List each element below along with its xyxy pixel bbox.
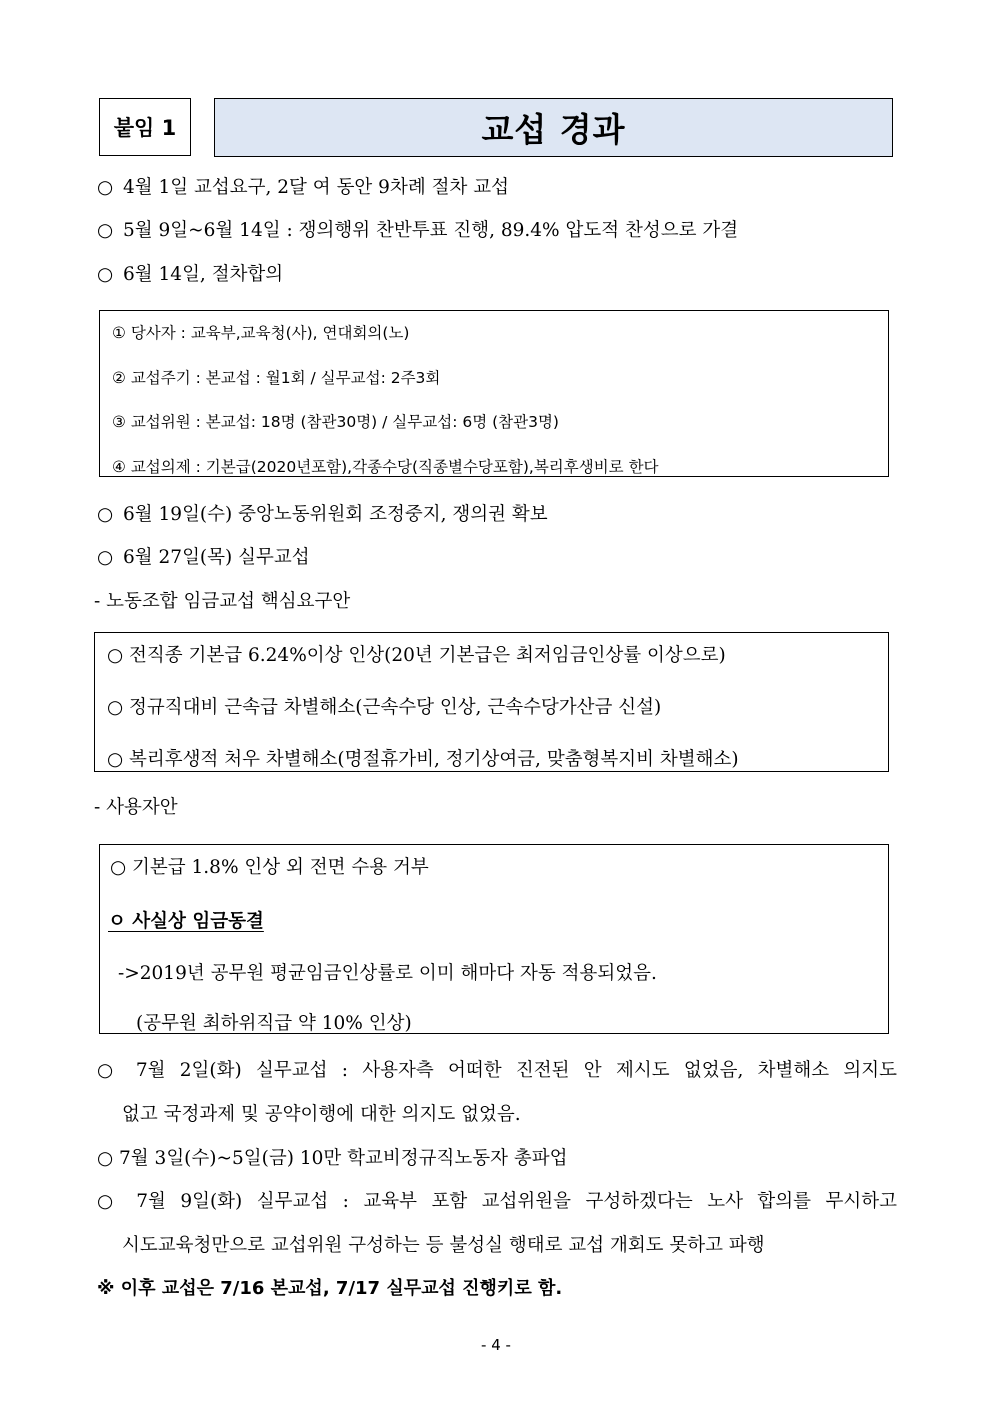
list-item: ○ 4월 1일 교섭요구, 2달 여 동안 9차례 절차 교섭: [97, 177, 509, 198]
union-demands-box: [94, 632, 889, 772]
proposal-item: ○ 기본급 1.8% 인상 외 전면 수용 거부: [110, 857, 429, 878]
list-item-continued: 시도교육청만으로 교섭위원 구성하는 등 불성실 행태로 교섭 개회도 못하고 파행: [122, 1235, 765, 1256]
attachment-label: 붙임 1: [99, 98, 191, 156]
agreement-item: ④ 교섭의제 : 기본급(2020년포함),각종수당(직종별수당포함),복리후생비로 한다: [112, 458, 659, 476]
wage-freeze-heading: ㅇ 사실상 임금동결: [108, 911, 264, 932]
list-item: ○ 7월 9일(화) 실무교섭 : 교육부 포함 교섭위원을 구성하겠다는 노사 합의를 무시하고: [97, 1191, 897, 1212]
employer-proposal-box: [99, 844, 889, 1034]
page-title: 교섭 경과: [214, 98, 893, 157]
agreement-box: [99, 310, 889, 477]
list-item: ○ 6월 19일(수) 중앙노동위원회 조정중지, 쟁의권 확보: [97, 504, 548, 525]
list-item: ○ 7월 2일(화) 실무교섭 : 사용자측 어떠한 진전된 안 제시도 없었음, 차별해소 의지도: [97, 1060, 897, 1081]
agreement-item: ② 교섭주기 : 본교섭 : 월1회 / 실무교섭: 2주3회: [112, 369, 441, 387]
note: ※ 이후 교섭은 7/16 본교섭, 7/17 실무교섭 진행키로 함.: [97, 1278, 563, 1299]
page-number: - 4 -: [481, 1336, 511, 1354]
demand-item: ○ 복리후생적 처우 차별해소(명절휴가비, 정기상여금, 맞춤형복지비 차별해소): [107, 749, 739, 770]
demand-item: ○ 정규직대비 근속급 차별해소(근속수당 인상, 근속수당가산금 신설): [107, 697, 662, 718]
list-item: ○ 7월 3일(수)~5일(금) 10만 학교비정규직노동자 총파업: [97, 1148, 568, 1169]
proposal-note: (공무원 최하위직급 약 10% 인상): [136, 1013, 412, 1034]
list-item-continued: 없고 국정과제 및 공약이행에 대한 의지도 없었음.: [122, 1104, 521, 1125]
list-item: ○ 5월 9일~6월 14일 : 쟁의행위 찬반투표 진행, 89.4% 압도적 찬성으로 가결: [97, 220, 739, 241]
proposal-note: ->2019년 공무원 평균임금인상률로 이미 해마다 자동 적용되었음.: [118, 963, 657, 984]
employer-proposal-heading: - 사용자안: [94, 797, 178, 818]
list-item: ○ 6월 14일, 절차합의: [97, 264, 284, 285]
list-item: ○ 6월 27일(목) 실무교섭: [97, 547, 310, 568]
agreement-item: ③ 교섭위원 : 본교섭: 18명 (참관30명) / 실무교섭: 6명 (참관3명): [112, 413, 559, 431]
union-demands-heading: - 노동조합 임금교섭 핵심요구안: [94, 591, 351, 612]
demand-item: ○ 전직종 기본급 6.24%이상 인상(20년 기본급은 최저임금인상률 이상으로): [107, 645, 726, 666]
agreement-item: ① 당사자 : 교육부,교육청(사), 연대회의(노): [112, 324, 410, 342]
